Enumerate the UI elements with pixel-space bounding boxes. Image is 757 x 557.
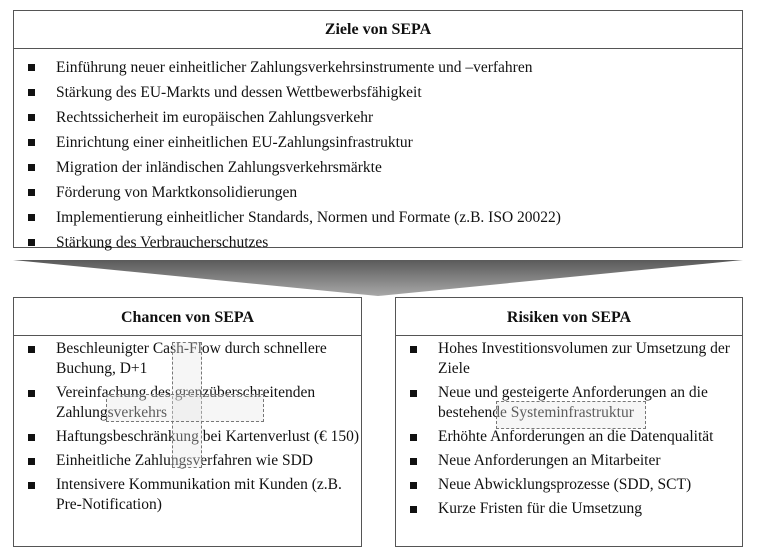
chances-box bbox=[13, 297, 362, 547]
risks-item: Kurze Fristen für die Umsetzung bbox=[410, 499, 742, 519]
down-arrow-chevron bbox=[13, 260, 743, 296]
risks-item: Hohes Investitionsvolumen zur Umsetzung der Ziele bbox=[410, 339, 742, 379]
goals-item: Einführung neuer einheitlicher Zahlungsverkehrsinstrumente und –verfahren bbox=[28, 55, 742, 80]
risks-item: Neue Abwicklungsprozesse (SDD, SCT) bbox=[410, 475, 742, 495]
chances-item: Intensivere Kommunikation mit Kunden (z.B. Pre-Notification) bbox=[28, 475, 361, 515]
chances-title: Chancen von SEPA bbox=[14, 298, 361, 336]
goals-item: Implementierung einheitlicher Standards, Normen und Formate (z.B. ISO 20022) bbox=[28, 205, 742, 230]
goals-title: Ziele von SEPA bbox=[14, 11, 742, 49]
risks-item: Neue Anforderungen an Mitarbeiter bbox=[410, 451, 742, 471]
goals-item: Rechtssicherheit im europäischen Zahlungsverkehr bbox=[28, 105, 742, 130]
goals-item: Stärkung des EU-Markts und dessen Wettbewerbsfähigkeit bbox=[28, 80, 742, 105]
chances-item: Beschleunigter Cash-Flow durch schnellere Buchung, D+1 bbox=[28, 339, 361, 379]
goals-item: Stärkung des Verbraucherschutzes bbox=[28, 230, 742, 255]
goals-box bbox=[13, 10, 743, 251]
risks-box bbox=[395, 297, 743, 547]
risks-title: Risiken von SEPA bbox=[396, 298, 742, 336]
goals-item: Förderung von Marktkonsolidierungen bbox=[28, 180, 742, 205]
goals-item: Einrichtung einer einheitlichen EU-Zahlungsinfrastruktur bbox=[28, 130, 742, 155]
risks-item: Erhöhte Anforderungen an die Datenqualität bbox=[410, 427, 742, 447]
risks-item: Neue und gesteigerte Anforderungen an die bestehende Systeminfrastruktur bbox=[410, 383, 742, 423]
chances-item: Haftungsbeschränkung bei Kartenverlust (€ 150) bbox=[28, 427, 361, 447]
goals-list bbox=[14, 49, 742, 255]
risks-list bbox=[396, 336, 742, 519]
chances-list bbox=[14, 336, 361, 515]
chances-item: Vereinfachung des grenzüberschreitenden Zahlungsverkehrs bbox=[28, 383, 361, 423]
goals-item: Migration der inländischen Zahlungsverkehrsmärkte bbox=[28, 155, 742, 180]
chances-item: Einheitliche Zahlungsverfahren wie SDD bbox=[28, 451, 361, 471]
